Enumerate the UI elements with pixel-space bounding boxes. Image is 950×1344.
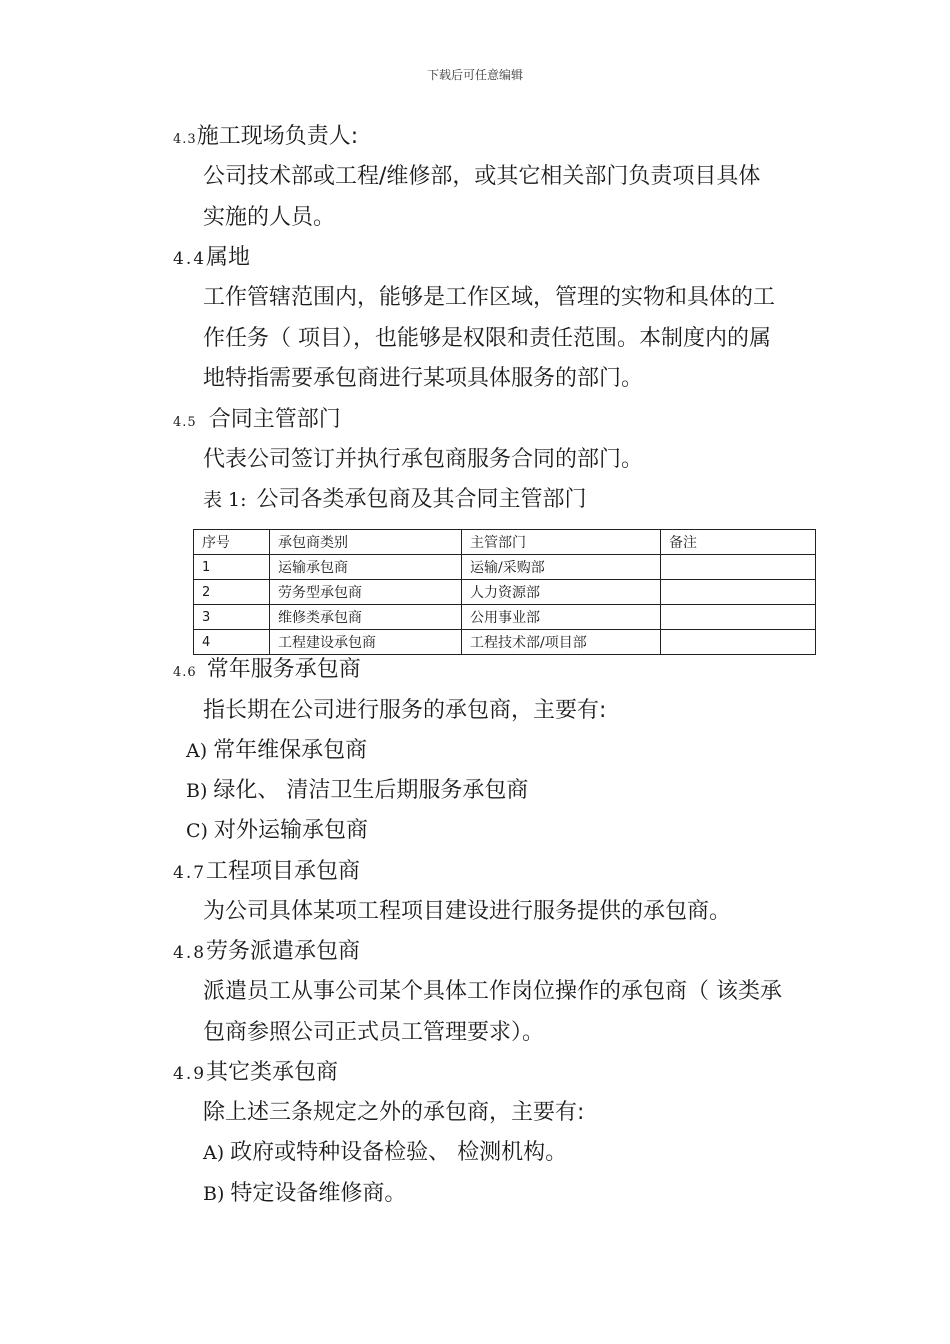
- heading-4-7: [173, 857, 360, 888]
- section-title: 常年服务承包商: [206, 657, 361, 682]
- section-title: 施工现场负责人:: [196, 124, 359, 149]
- heading-4-5: [173, 405, 341, 438]
- section-number: 4.9: [173, 1064, 207, 1084]
- paragraph-line: 为公司具体某项工程项目建设进行服务提供的承包商。: [203, 899, 732, 924]
- list-marker: A): [186, 740, 208, 762]
- paragraph-line: 除上述三条规定之外的承包商，主要有:: [203, 1100, 585, 1125]
- table-header-cell: 主管部门: [462, 530, 661, 555]
- table-caption: [203, 485, 587, 515]
- list-item: [186, 736, 367, 766]
- paragraph-line: 指长期在公司进行服务的承包商，主要有:: [203, 698, 607, 723]
- list-text: 绿化、 清洁卫生后期服务承包商: [213, 778, 529, 803]
- paragraph-line: 派遣员工从事公司某个具体工作岗位操作的承包商（ 该类承: [203, 979, 782, 1004]
- heading-4-4: [173, 243, 250, 274]
- section-number: 4.6: [173, 665, 197, 680]
- table-cell: 2: [194, 580, 270, 605]
- table-cell: [661, 605, 816, 630]
- list-marker: B): [203, 1183, 225, 1205]
- list-item: [186, 816, 368, 846]
- list-text: 对外运输承包商: [213, 818, 368, 843]
- page-header: 下载后可任意编辑: [426, 68, 523, 82]
- table-cell: 维修类承包商: [270, 605, 462, 630]
- heading-4-9: [173, 1058, 338, 1089]
- table-cell: [661, 580, 816, 605]
- section-title: 合同主管部门: [208, 407, 341, 432]
- list-text: 特定设备维修商。: [230, 1181, 407, 1206]
- section-number: 4.4: [173, 249, 207, 269]
- table-row: [194, 605, 816, 630]
- section-title: 其它类承包商: [206, 1060, 339, 1085]
- paragraph-line: 工作管辖范围内，能够是工作区域，管理的实物和具体的工: [203, 285, 776, 310]
- list-text: 常年维保承包商: [213, 738, 368, 763]
- table-row: [194, 555, 816, 580]
- table-cell: 运输/采购部: [462, 555, 661, 580]
- paragraph-line: 包商参照公司正式员工管理要求）。: [203, 1020, 545, 1045]
- table-cell: 1: [194, 555, 270, 580]
- section-number: 4.5: [173, 415, 197, 430]
- list-item: [203, 1179, 406, 1209]
- list-item: [203, 1138, 567, 1168]
- list-marker: A): [203, 1142, 225, 1164]
- section-title: 属地: [206, 245, 251, 270]
- table-cell: [661, 555, 816, 580]
- table-cell: 3: [194, 605, 270, 630]
- paragraph-line: 作任务（ 项目），也能够是权限和责任范围。本制度内的属: [203, 326, 771, 351]
- heading-4-6: [173, 655, 361, 688]
- table-cell: 工程建设承包商: [270, 630, 462, 655]
- table-caption-label: 表 1:: [203, 489, 247, 511]
- paragraph-line: 地特指需要承包商进行某项具体服务的部门。: [203, 366, 644, 391]
- table-row: [194, 580, 816, 605]
- heading-4-3: [173, 122, 358, 155]
- section-title: 劳务派遣承包商: [206, 939, 361, 964]
- table-cell: [661, 630, 816, 655]
- table-cell: 公用事业部: [462, 605, 661, 630]
- table-header-cell: 承包商类别: [270, 530, 462, 555]
- table-cell: 人力资源部: [462, 580, 661, 605]
- section-number: 4.7: [173, 863, 207, 883]
- paragraph-line: 公司技术部或工程/维修部，或其它相关部门负责项目具体: [203, 164, 761, 189]
- heading-4-8: [173, 937, 360, 968]
- table-cell: 4: [194, 630, 270, 655]
- paragraph-line: 实施的人员。: [203, 205, 336, 230]
- section-number: 4.3: [173, 132, 197, 147]
- list-marker: B): [186, 780, 208, 802]
- table-cell: 工程技术部/项目部: [462, 630, 661, 655]
- table-header-cell: 备注: [661, 530, 816, 555]
- section-title: 工程项目承包商: [206, 859, 361, 884]
- table-header-row: [194, 530, 816, 555]
- table-header-cell: 序号: [194, 530, 270, 555]
- table-caption-text: 公司各类承包商及其合同主管部门: [256, 487, 587, 512]
- list-marker: C): [186, 820, 208, 842]
- section-number: 4.8: [173, 943, 207, 963]
- list-text: 政府或特种设备检验、 检测机构。: [230, 1140, 568, 1165]
- contractor-table: [193, 529, 816, 655]
- list-item: [186, 776, 528, 806]
- table-row: [194, 630, 816, 655]
- paragraph-line: 代表公司签订并执行承包商服务合同的部门。: [203, 447, 644, 472]
- table-cell: 劳务型承包商: [270, 580, 462, 605]
- table-cell: 运输承包商: [270, 555, 462, 580]
